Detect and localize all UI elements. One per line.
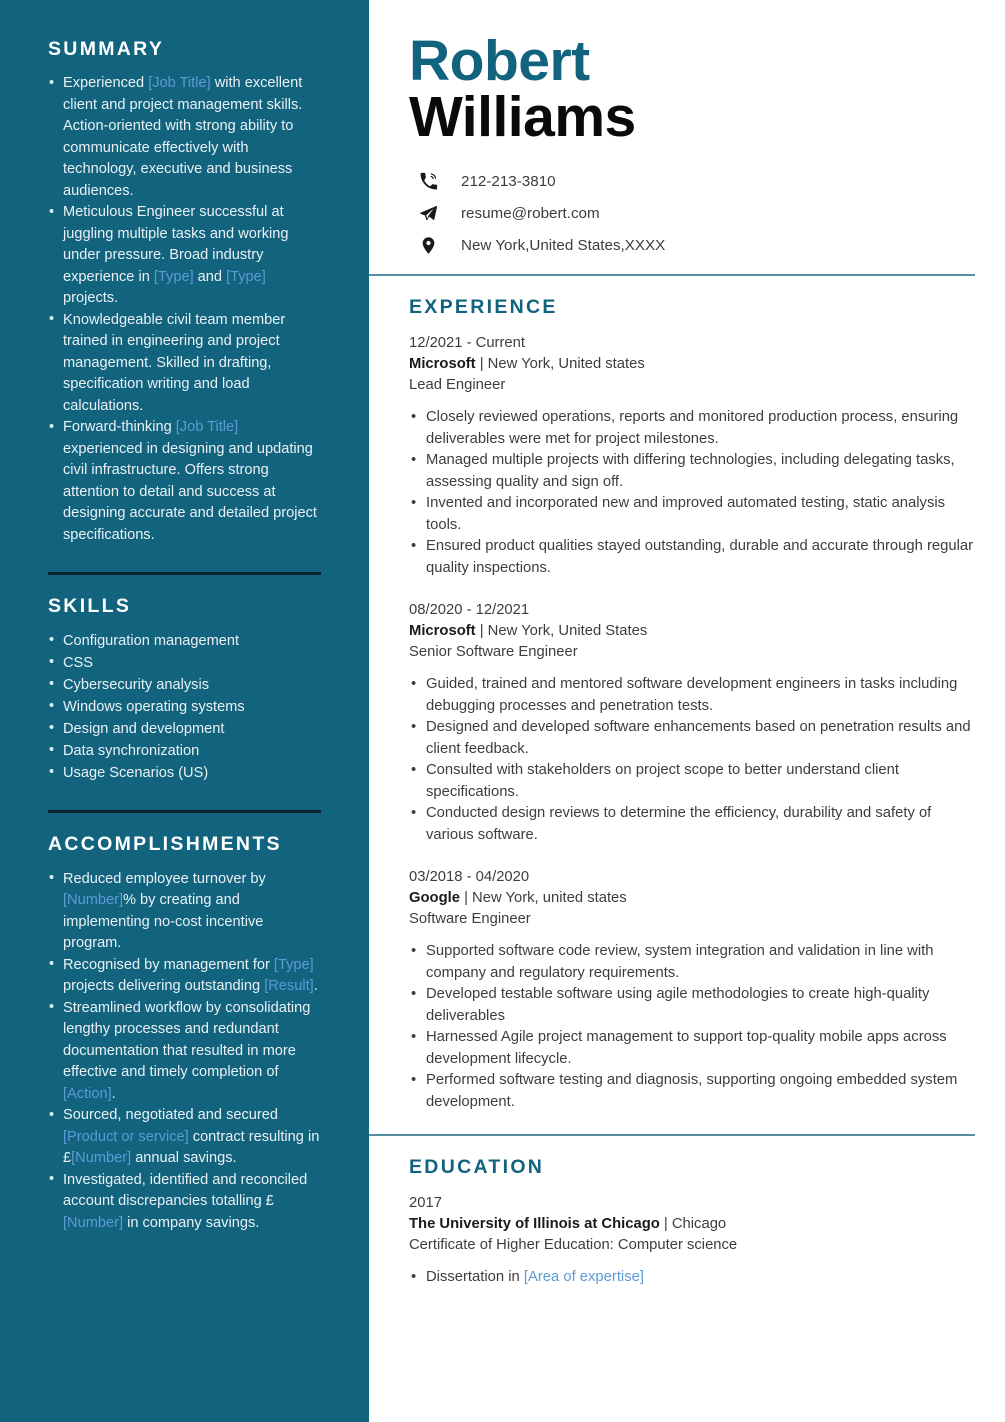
education-bullet-prefix: Dissertation in <box>426 1269 524 1286</box>
placeholder-token: [Number] <box>71 1150 132 1167</box>
skill-item: • Data synchronization <box>48 741 321 763</box>
job-company: Google <box>409 890 460 907</box>
skill-item: • Windows operating systems <box>48 697 321 719</box>
text-run: annual savings. <box>131 1150 237 1167</box>
job-bullet-list <box>409 407 975 579</box>
text-run: Meticulous Engineer successful at juggling multiple tasks and working under pressure. Broad industry experience in <box>63 204 289 285</box>
job-bullet-list <box>409 941 975 1113</box>
job-bullet: • Ensured product qualities stayed outstanding, durable and accurate through regular quality inspections. <box>409 536 975 579</box>
job-date: 03/2018 - 04/2020 <box>409 869 530 886</box>
first-name: Robert <box>409 29 590 93</box>
job-entry <box>409 333 975 579</box>
contact-value: 212-213-3810 <box>461 172 556 190</box>
education-school-line <box>409 1214 975 1235</box>
text-run: Forward-thinking <box>63 419 176 436</box>
education-school: The University of Illinois at Chicago <box>409 1216 660 1233</box>
skills-section <box>48 595 321 784</box>
skill-item: • Design and development <box>48 719 321 741</box>
text-run: Investigated, identified and reconciled account discrepancies totalling £ <box>63 1171 308 1210</box>
accomplishment-item <box>48 1105 321 1170</box>
text-run: Streamlined workflow by consolidating lengthy processes and redundant documentation that resulted in more effective and timely completion of <box>63 999 311 1081</box>
job-separator: | <box>475 623 488 640</box>
experience-heading: EXPERIENCE <box>409 296 558 319</box>
job-company: Microsoft <box>409 356 476 373</box>
placeholder-token: [Type] <box>226 268 266 285</box>
skill-item: • Usage Scenarios (US) <box>48 763 321 785</box>
contact-row <box>419 172 975 191</box>
placeholder-token: [Product or service] <box>63 1128 189 1145</box>
job-separator: | <box>459 890 473 907</box>
text-run: Recognised by management for <box>63 956 274 973</box>
education-separator: | <box>659 1216 672 1233</box>
sidebar <box>0 0 369 1422</box>
skill-item: • Configuration management <box>48 631 321 653</box>
contact-row <box>419 204 975 223</box>
education-bullet-list <box>409 1267 975 1289</box>
name-block <box>409 29 975 150</box>
education-section <box>409 1156 975 1289</box>
job-bullet: • Performed software testing and diagnosis, supporting ongoing embedded system development. <box>409 1070 975 1113</box>
placeholder-token: [Type] <box>153 268 194 285</box>
section-rule-experience <box>369 274 975 276</box>
job-bullet: • Closely reviewed operations, reports and monitored production process, ensuring deliverables were met for project milestones. <box>409 407 975 450</box>
job-date: 12/2021 - Current <box>409 335 525 352</box>
accomplishments-list <box>48 869 321 1235</box>
placeholder-token: [Job Title] <box>175 419 239 436</box>
section-rule-education <box>369 1134 975 1136</box>
education-year: 2017 <box>409 1195 442 1212</box>
job-bullet: • Conducted design reviews to determine the efficiency, durability and safety of various software. <box>409 803 975 846</box>
text-run: . <box>313 978 318 995</box>
job-bullet: • Consulted with stakeholders on project scope to better understand client specifications. <box>409 760 975 803</box>
placeholder-token: [Action] <box>63 1085 112 1102</box>
text-run: in company savings. <box>123 1214 260 1231</box>
job-title: Software Engineer <box>409 911 531 928</box>
main-column <box>369 0 1005 1422</box>
job-bullet: • Invented and incorporated new and improved automated testing, static analysis tools. <box>409 493 975 536</box>
summary-heading: SUMMARY <box>48 38 165 60</box>
education-heading: EDUCATION <box>409 1156 545 1179</box>
accomplishment-item <box>48 955 321 998</box>
placeholder-token: [Result] <box>264 978 314 995</box>
education-bullet-placeholder: [Area of expertise] <box>523 1269 644 1286</box>
accomplishments-heading: ACCOMPLISHMENTS <box>48 833 282 856</box>
contact-value: New York,United States,XXXX <box>461 236 666 254</box>
job-bullet: • Guided, trained and mentored software development engineers in tasks including debugging processes and penetration tests. <box>409 674 975 717</box>
education-bullet <box>409 1267 975 1289</box>
placeholder-token: [Number] <box>63 892 124 909</box>
text-run: Sourced, negotiated and secured <box>63 1107 279 1124</box>
education-location: Chicago <box>671 1216 727 1233</box>
sidebar-divider-skills <box>48 572 321 575</box>
text-run: projects delivering outstanding <box>63 978 265 995</box>
job-entry <box>409 867 975 1113</box>
placeholder-token: [Job Title] <box>148 75 211 92</box>
placeholder-token: [Type] <box>273 956 314 973</box>
contact-value: resume@robert.com <box>461 204 600 222</box>
job-bullet: • Harnessed Agile project management to support top-quality mobile apps across development lifecycle. <box>409 1027 975 1070</box>
job-location: New York, United states <box>487 356 645 373</box>
job-company: Microsoft <box>409 623 476 640</box>
job-bullet: • Developed testable software using agile methodologies to create high-quality deliverables <box>409 984 975 1027</box>
text-run: Reduced employee turnover by <box>63 870 266 887</box>
job-org-line <box>409 621 975 642</box>
sidebar-divider-accomplishments <box>48 810 321 813</box>
text-run: Experienced <box>63 75 149 92</box>
skills-list <box>48 631 321 785</box>
skill-item: • Cybersecurity analysis <box>48 675 321 697</box>
accomplishment-item <box>48 998 321 1106</box>
summary-item <box>48 417 321 546</box>
experience-section <box>409 296 975 1113</box>
education-degree: Certificate of Higher Education: Computer science <box>409 1237 738 1254</box>
accomplishment-item <box>48 1170 321 1235</box>
text-run: contract resulting in £ <box>63 1128 320 1167</box>
text-run: . <box>111 1085 116 1102</box>
job-separator: | <box>475 356 488 373</box>
job-org-line <box>409 354 975 375</box>
last-name: Williams <box>409 85 636 150</box>
job-location: New York, United States <box>487 623 648 640</box>
accomplishment-item <box>48 869 321 955</box>
phone-icon <box>419 172 445 191</box>
job-org-line <box>409 888 975 909</box>
placeholder-token: [Number] <box>63 1214 124 1231</box>
summary-item <box>48 310 321 418</box>
location-pin-icon <box>419 236 445 255</box>
accomplishments-section <box>48 833 321 1234</box>
send-icon <box>419 204 445 223</box>
summary-item <box>48 202 321 310</box>
job-location: New York, united states <box>472 890 627 907</box>
summary-section <box>48 38 321 546</box>
job-entry <box>409 600 975 846</box>
summary-item <box>48 73 321 202</box>
job-list <box>409 333 975 1113</box>
job-title: Lead Engineer <box>409 377 506 394</box>
skills-heading: SKILLS <box>48 595 132 618</box>
text-run: and <box>193 268 227 285</box>
contact-row <box>419 236 975 255</box>
job-title: Senior Software Engineer <box>409 644 578 661</box>
text-run: with excellent client and project management skills. Action-oriented with strong ability to communicate effectively with technology, executive and business audiences. <box>63 75 303 199</box>
job-date: 08/2020 - 12/2021 <box>409 602 530 619</box>
text-run: projects. <box>63 290 119 307</box>
summary-list <box>48 73 321 546</box>
skill-item: • CSS <box>48 653 321 675</box>
contact-list <box>419 172 975 255</box>
text-run: Knowledgeable civil team member trained in engineering and project management. Skilled in drafting, specification writing and load calculations. <box>63 311 286 414</box>
job-bullet: • Supported software code review, system integration and validation in line with company and regulatory requirements. <box>409 941 975 984</box>
job-bullet-list <box>409 674 975 846</box>
job-bullet: • Managed multiple projects with differing technologies, including delegating tasks, assessing quality and sign off. <box>409 450 975 493</box>
job-bullet: • Designed and developed software enhancements based on penetration results and client feedback. <box>409 717 975 760</box>
text-run: experienced in designing and updating civil infrastructure. Offers strong attention to detail and success at designing accurate and detailed project specifications. <box>63 440 317 543</box>
text-run: % by creating and implementing no-cost incentive program. <box>63 892 264 952</box>
